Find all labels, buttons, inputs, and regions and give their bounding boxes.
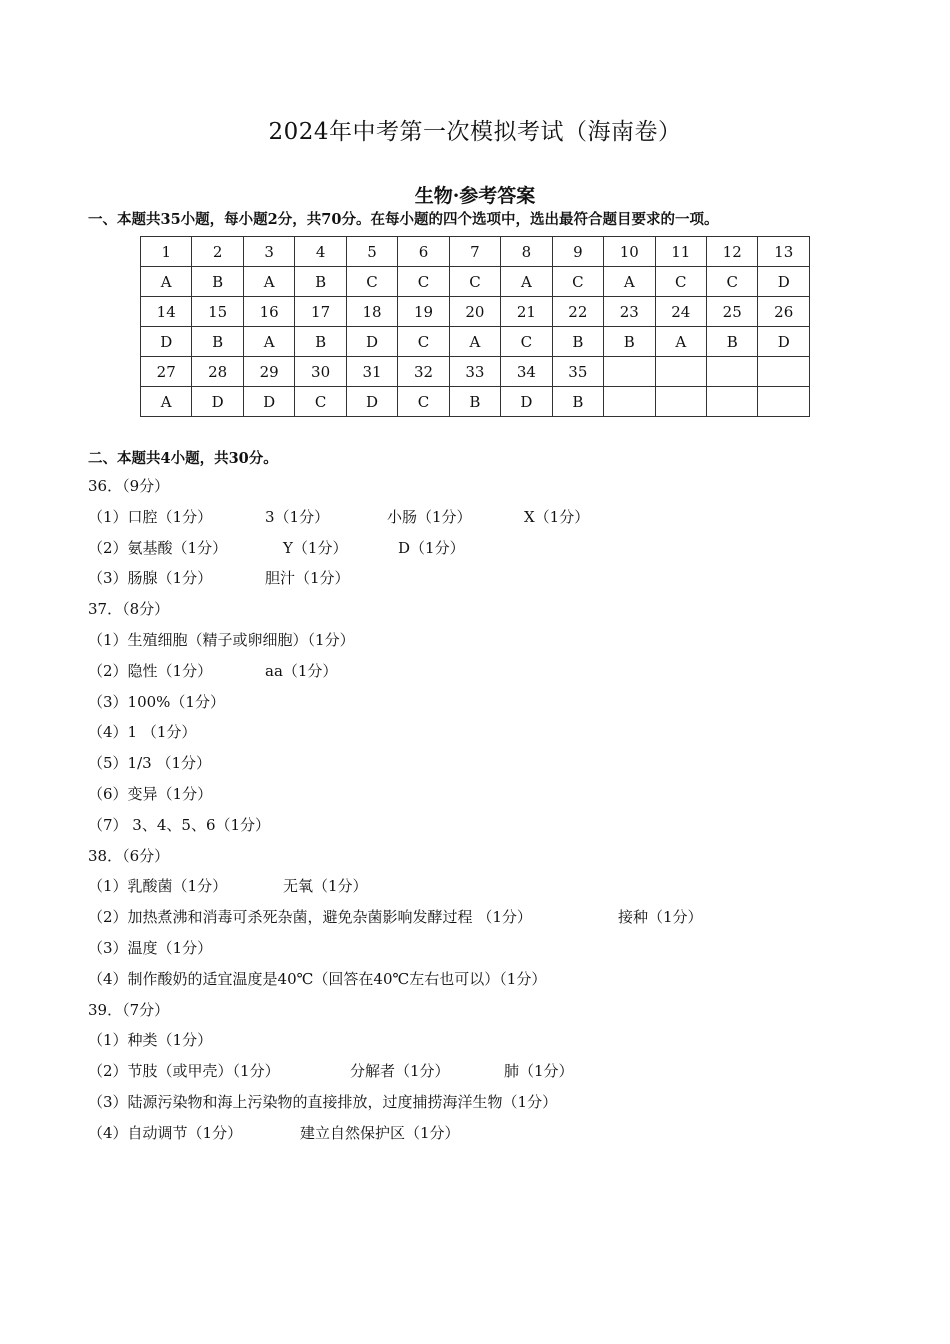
answer-segment: Y（1分） (283, 538, 348, 557)
answer-segment: （1）生殖细胞（精子或卵细胞）（1分） (88, 630, 355, 649)
page-subtitle: 生物·参考答案 (414, 185, 536, 207)
answer-cell: B (449, 387, 500, 417)
answer-segment: D（1分） (398, 538, 465, 557)
answer-line (88, 1087, 888, 1118)
question-heading (88, 995, 888, 1026)
question-number-cell: 9 (552, 237, 603, 267)
answer-segment: （1）乳酸菌（1分） (88, 877, 228, 896)
question-number-cell: 7 (449, 237, 500, 267)
answer-cell (706, 387, 757, 417)
answer-segment: （6）变异（1分） (88, 784, 213, 803)
answer-cell: C (552, 267, 603, 297)
answer-line (88, 933, 888, 964)
question-number-cell (758, 357, 810, 387)
question-number-cell: 15 (192, 297, 243, 327)
question-number-cell: 18 (346, 297, 397, 327)
question-number-cell: 31 (346, 357, 397, 387)
answer-segment: 36．（9分） (88, 477, 170, 495)
question-number-cell: 11 (655, 237, 706, 267)
answer-cell (604, 387, 655, 417)
answer-segment: （4）制作酸奶的适宜温度是40℃（回答在40℃左右也可以）（1分） (88, 969, 547, 988)
question-heading (88, 841, 888, 872)
answer-segment: 37．（8分） (88, 600, 170, 619)
answer-segment: （5）1/3 （1分） (88, 754, 211, 773)
question-number-cell: 12 (706, 237, 757, 267)
answer-cell: A (141, 387, 192, 417)
answer-segment: 39．（7分） (88, 1000, 170, 1019)
answer-cell: B (552, 327, 603, 357)
answer-cell: C (398, 267, 449, 297)
question-number-cell: 20 (449, 297, 500, 327)
answer-line (88, 810, 888, 841)
answer-cell: A (141, 267, 192, 297)
question-number-cell: 23 (604, 297, 655, 327)
answer-segment: （3）陆源污染物和海上污染物的直接排放，过度捕捞海洋生物（1分） (88, 1092, 558, 1111)
answer-cell: C (501, 327, 552, 357)
answer-cell: C (398, 327, 449, 357)
answer-line (88, 533, 888, 564)
answer-segment: （1）口腔（1分） (88, 507, 213, 526)
answer-cell: D (758, 327, 810, 357)
answer-line (88, 1056, 888, 1087)
answer-segment: （4）1 （1分） (88, 723, 197, 742)
question-number-cell: 10 (604, 237, 655, 267)
question-number-cell (655, 357, 706, 387)
question-number-cell: 14 (141, 297, 192, 327)
answer-line (88, 964, 888, 995)
answer-cell: B (604, 327, 655, 357)
question-number-cell: 34 (501, 357, 552, 387)
answer-segment: 胆汁（1分） (265, 569, 350, 588)
question-number-cell: 6 (398, 237, 449, 267)
answer-cell: C (706, 267, 757, 297)
answer-segment: 小肠（1分） (387, 507, 472, 526)
answer-line (88, 871, 888, 902)
table-row (141, 267, 810, 297)
answer-cell: A (604, 267, 655, 297)
answer-segment: （3）温度（1分） (88, 938, 213, 957)
answer-segment: （2）加热煮沸和消毒可杀死杂菌，避免杂菌影响发酵过程 （1分） (88, 908, 532, 927)
question-number-cell: 35 (552, 357, 603, 387)
answer-cell: B (192, 327, 243, 357)
question-number-cell: 30 (295, 357, 346, 387)
answer-line (88, 779, 888, 810)
answer-segment: 38．（6分） (88, 846, 170, 865)
question-number-cell: 2 (192, 237, 243, 267)
question-number-cell: 3 (243, 237, 294, 267)
answer-segment: （2）节肢（或甲壳）（1分） (88, 1062, 280, 1081)
answer-segment: （3）肠腺（1分） (88, 569, 213, 588)
answer-cell: D (346, 327, 397, 357)
question-number-cell: 8 (501, 237, 552, 267)
answer-line (88, 502, 888, 533)
answer-cell: D (243, 387, 294, 417)
answer-cell: D (141, 327, 192, 357)
table-row (141, 237, 810, 267)
question-heading (88, 471, 888, 502)
table-row (141, 297, 810, 327)
answer-cell (655, 387, 706, 417)
answer-line (88, 656, 888, 687)
answer-line (88, 1118, 888, 1149)
question-number-cell: 1 (141, 237, 192, 267)
answer-segment: 建立自然保护区（1分） (300, 1123, 460, 1142)
answer-cell: A (243, 267, 294, 297)
table-row (141, 327, 810, 357)
answer-cell: A (501, 267, 552, 297)
question-number-cell: 28 (192, 357, 243, 387)
answer-cell: C (295, 387, 346, 417)
answer-lines (88, 471, 888, 1149)
answer-segment: （1）种类（1分） (88, 1031, 213, 1050)
answer-segment: （3）100%（1分） (88, 692, 225, 711)
answer-line (88, 717, 888, 748)
question-number-cell: 13 (758, 237, 810, 267)
answer-cell: D (501, 387, 552, 417)
answer-cell: B (706, 327, 757, 357)
question-number-cell: 19 (398, 297, 449, 327)
answer-cell: C (655, 267, 706, 297)
answer-line (88, 563, 888, 594)
question-number-cell (604, 357, 655, 387)
question-number-cell: 22 (552, 297, 603, 327)
question-number-cell (706, 357, 757, 387)
question-heading (88, 594, 888, 625)
answer-segment: （7） 3、4、5、6（1分） (88, 815, 271, 834)
question-number-cell: 32 (398, 357, 449, 387)
answer-cell: C (398, 387, 449, 417)
question-number-cell: 5 (346, 237, 397, 267)
question-number-cell: 16 (243, 297, 294, 327)
answer-cell (758, 387, 810, 417)
answer-cell: A (449, 327, 500, 357)
answer-cell: B (295, 327, 346, 357)
answer-segment: aa（1分） (265, 661, 338, 680)
answer-segment: 无氧（1分） (283, 877, 368, 896)
answer-line (88, 902, 888, 933)
question-number-cell: 25 (706, 297, 757, 327)
answer-segment: 接种（1分） (618, 908, 703, 927)
answer-cell: C (346, 267, 397, 297)
answer-line (88, 1025, 888, 1056)
answer-segment: X（1分） (524, 507, 590, 526)
table-row (141, 387, 810, 417)
answer-cell: C (449, 267, 500, 297)
answer-cell: B (192, 267, 243, 297)
question-number-cell: 26 (758, 297, 810, 327)
answer-cell: A (243, 327, 294, 357)
question-number-cell: 21 (501, 297, 552, 327)
question-number-cell: 4 (295, 237, 346, 267)
answer-segment: （4）自动调节（1分） (88, 1123, 243, 1142)
page-title: 2024年中考第一次模拟考试（海南卷） (268, 119, 682, 145)
answer-line (88, 748, 888, 779)
answer-segment: 3（1分） (265, 507, 330, 526)
answer-segment: （2）氨基酸（1分） (88, 538, 228, 557)
answer-table (140, 236, 810, 417)
question-number-cell: 29 (243, 357, 294, 387)
section2-heading: 二、本题共4小题，共30分。 (88, 450, 278, 467)
question-number-cell: 17 (295, 297, 346, 327)
section1-heading: 一、本题共35小题，每小题2分，共70分。在每小题的四个选项中，选出最符合题目要求的一项。 (88, 211, 719, 228)
question-number-cell: 33 (449, 357, 500, 387)
answer-cell: D (346, 387, 397, 417)
question-number-cell: 27 (141, 357, 192, 387)
answer-cell: B (552, 387, 603, 417)
answer-cell: D (192, 387, 243, 417)
answer-cell: B (295, 267, 346, 297)
table-row (141, 357, 810, 387)
answer-segment: 分解者（1分） (350, 1062, 450, 1081)
answer-segment: （2）隐性（1分） (88, 661, 213, 680)
answer-segment: 肺（1分） (504, 1062, 574, 1081)
question-number-cell: 24 (655, 297, 706, 327)
answer-cell: A (655, 327, 706, 357)
answer-cell: D (758, 267, 810, 297)
answer-line (88, 625, 888, 656)
answer-line (88, 687, 888, 718)
